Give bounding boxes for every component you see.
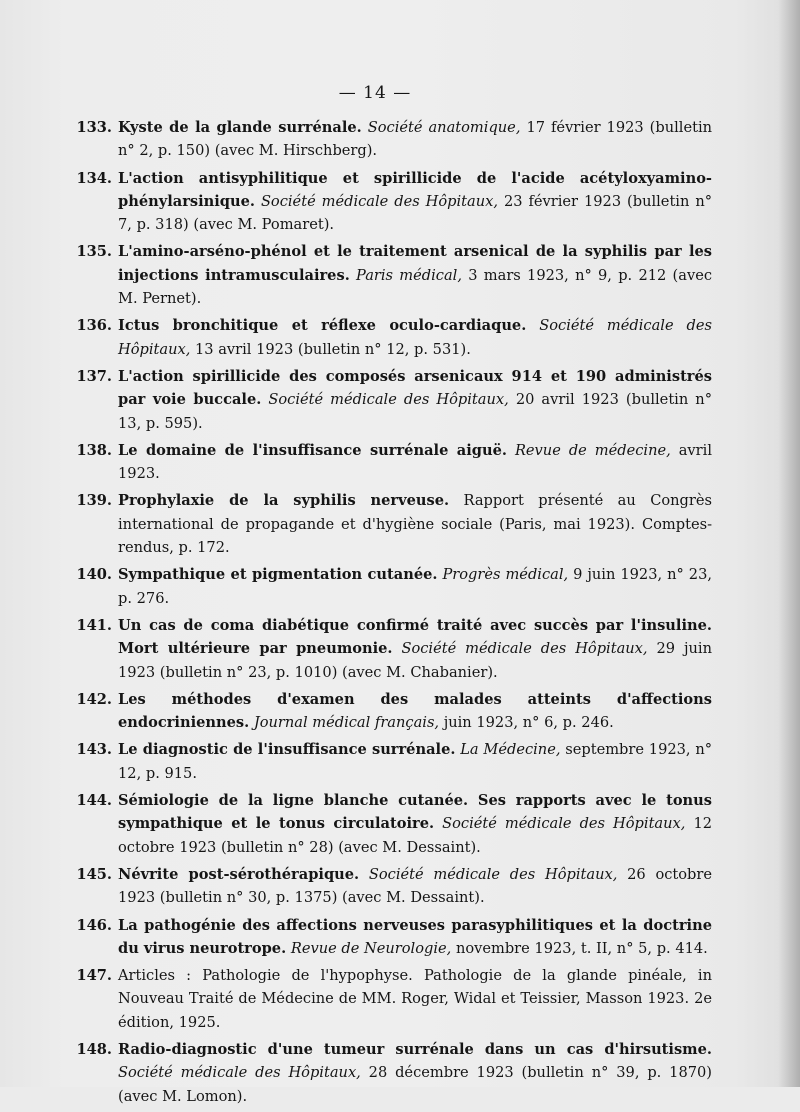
entry-source: Société anatomique,	[367, 119, 521, 136]
entry-source: Progrès médical,	[442, 566, 569, 584]
list-item	[58, 240, 712, 310]
entry-number: 148.	[76, 1040, 112, 1058]
list-item	[58, 365, 712, 435]
entry-details: 29 juin 1923 (bulletin n° 23, p. 1010) (avec M. Chabanier).	[118, 640, 713, 681]
entry-source: Revue de médecine,	[514, 441, 671, 459]
entry-details: 28 décembre 1923 (bulletin n° 39, p. 1870) (avec M. Lomon).	[118, 1064, 712, 1105]
entry-title: Le diagnostic de l'insuffisance surrénale.	[118, 741, 456, 759]
entry-text	[118, 964, 712, 1034]
entry-details: juin 1923, n° 6, p. 246.	[443, 714, 614, 732]
entry-text	[118, 240, 712, 310]
list-item	[58, 688, 712, 735]
list-item	[58, 116, 712, 163]
entry-number: 146.	[76, 916, 112, 934]
entry-source: Société médicale des Hôpitaux,	[401, 640, 648, 658]
entry-text	[118, 914, 712, 961]
entry-text	[118, 738, 712, 785]
list-item	[58, 789, 712, 859]
list-item	[58, 167, 712, 237]
entry-number: 135.	[76, 243, 112, 261]
page-number: — 14 —	[338, 83, 412, 103]
list-item	[58, 863, 712, 910]
entry-title: Sémiologie de la ligne blanche cutanée. Ses rapports avec le tonus sympathique et le tonus circulatoire.	[118, 792, 712, 833]
entry-details: 9 juin 1923, n° 23, p. 276.	[118, 566, 712, 607]
entry-text	[118, 116, 712, 163]
entry-number: 141.	[76, 616, 112, 634]
list-item	[58, 1038, 712, 1108]
entry-details: Rapport présenté au Congrès international de propagande et d'hygiène sociale (Paris, mai 1923). Comptes-rendus, p. 172.	[118, 492, 712, 557]
entry-details: 20 avril 1923 (bulletin n° 13, p. 595).	[118, 391, 712, 432]
entry-details: 13 avril 1923 (bulletin n° 12, p. 531).	[195, 340, 471, 358]
entry-details: Articles : Pathologie de l'hypophyse. Pathologie de la glande pinéale, in Nouveau Traité de Médecine de MM. Roger, Widal et Teissier, Masson 1923. 2e édition, 1925.	[118, 967, 712, 1031]
entry-number: 138.	[76, 441, 112, 459]
entry-source: La Médecine,	[460, 741, 561, 759]
entry-details: septembre 1923, n° 12, p. 915.	[118, 741, 713, 782]
entry-text	[118, 614, 712, 684]
entry-details: 12 octobre 1923 (bulletin n° 28) (avec M. Dessaint).	[118, 815, 713, 856]
entry-details: avril 1923.	[118, 441, 712, 483]
entry-title: Névrite post-sérothérapique.	[118, 865, 360, 883]
entry-title: Kyste de la glande surrénale.	[118, 119, 362, 136]
entry-title: Ictus bronchitique et réflexe oculo-cardiaque.	[118, 317, 527, 335]
entry-text	[118, 365, 712, 435]
bibliography-list	[58, 116, 712, 1112]
entry-text	[118, 789, 712, 859]
entry-number: 140.	[76, 566, 112, 584]
entry-text	[118, 688, 712, 735]
entry-number: 142.	[76, 690, 112, 708]
list-item	[58, 964, 712, 1034]
entry-number: 145.	[76, 865, 112, 883]
entry-details: 23 février 1923 (bulletin n° 7, p. 318) (avec M. Pomaret).	[118, 192, 713, 234]
entry-details: novembre 1923, t. II, n° 5, p. 414.	[455, 939, 708, 957]
list-item	[58, 439, 712, 486]
page-edge-shadow	[778, 0, 800, 1087]
entry-text	[118, 489, 712, 559]
entry-title: L'action spirillicide des composés arsenicaux 914 et 190 administrés par voie buccale.	[118, 367, 712, 409]
entry-source: Société médicale des Hôpitaux,	[260, 192, 499, 210]
entry-source: Société médicale des Hôpitaux,	[442, 815, 686, 833]
list-item	[58, 314, 712, 361]
entry-title: Sympathique et pigmentation cutanée.	[118, 566, 438, 584]
entry-details: 17 février 1923 (bulletin n° 2, p. 150) (avec M. Hirschberg).	[118, 119, 713, 160]
entry-number: 144.	[76, 792, 112, 810]
entry-text	[118, 314, 712, 361]
entry-source: Société médicale des Hôpitaux,	[118, 1064, 361, 1082]
entry-number: 133.	[76, 119, 112, 136]
entry-title: L'action antisyphilitique et spirillicide de l'acide acétyloxyamino-phénylarsinique.	[118, 169, 712, 210]
entry-title: Les méthodes d'examen des malades atteints d'affections endocriniennes.	[118, 690, 712, 732]
list-item	[58, 489, 712, 559]
entry-title: Prophylaxie de la syphilis nerveuse.	[118, 492, 450, 510]
list-item	[58, 914, 712, 961]
entry-text	[118, 1038, 712, 1108]
entry-number: 137.	[76, 367, 112, 385]
entry-number: 143.	[76, 741, 112, 759]
list-item	[58, 614, 712, 684]
entry-text	[118, 563, 712, 610]
entry-number: 147.	[76, 967, 112, 985]
entry-source: Société médicale des Hôpitaux,	[268, 391, 509, 409]
entry-source: Société médicale des Hôpitaux,	[368, 865, 618, 883]
entry-text	[118, 863, 712, 910]
entry-source: Revue de Neurologie,	[290, 939, 452, 957]
entry-source: Paris médical,	[356, 266, 462, 284]
entry-number: 134.	[76, 169, 112, 187]
entry-text	[118, 167, 712, 237]
entry-text	[118, 439, 712, 486]
entry-title: Le domaine de l'insuffisance surrénale aiguë.	[118, 441, 507, 459]
list-item	[58, 738, 712, 785]
list-item	[58, 563, 712, 610]
entry-source: Journal médical français,	[253, 714, 440, 732]
entry-details: 3 mars 1923, n° 9, p. 212 (avec M. Pernet).	[118, 266, 713, 308]
entry-title: La pathogénie des affections nerveuses parasyphilitiques et la doctrine du virus neurotrope.	[118, 916, 712, 957]
entry-title: Un cas de coma diabétique confirmé traité avec succès par l'insuline. Mort ultérieure par pneumonie.	[118, 616, 712, 658]
entry-number: 136.	[76, 317, 112, 335]
entry-source: Société médicale des Hôpitaux,	[118, 317, 712, 358]
entry-number: 139.	[76, 492, 112, 510]
entry-title: Radio-diagnostic d'une tumeur surrénale dans un cas d'hirsutisme.	[118, 1040, 712, 1058]
entry-title: L'amino-arséno-phénol et le traitement arsenical de la syphilis par les injections intramusculaires.	[118, 243, 712, 284]
entry-details: 26 octobre 1923 (bulletin n° 30, p. 1375) (avec M. Dessaint).	[118, 865, 713, 907]
